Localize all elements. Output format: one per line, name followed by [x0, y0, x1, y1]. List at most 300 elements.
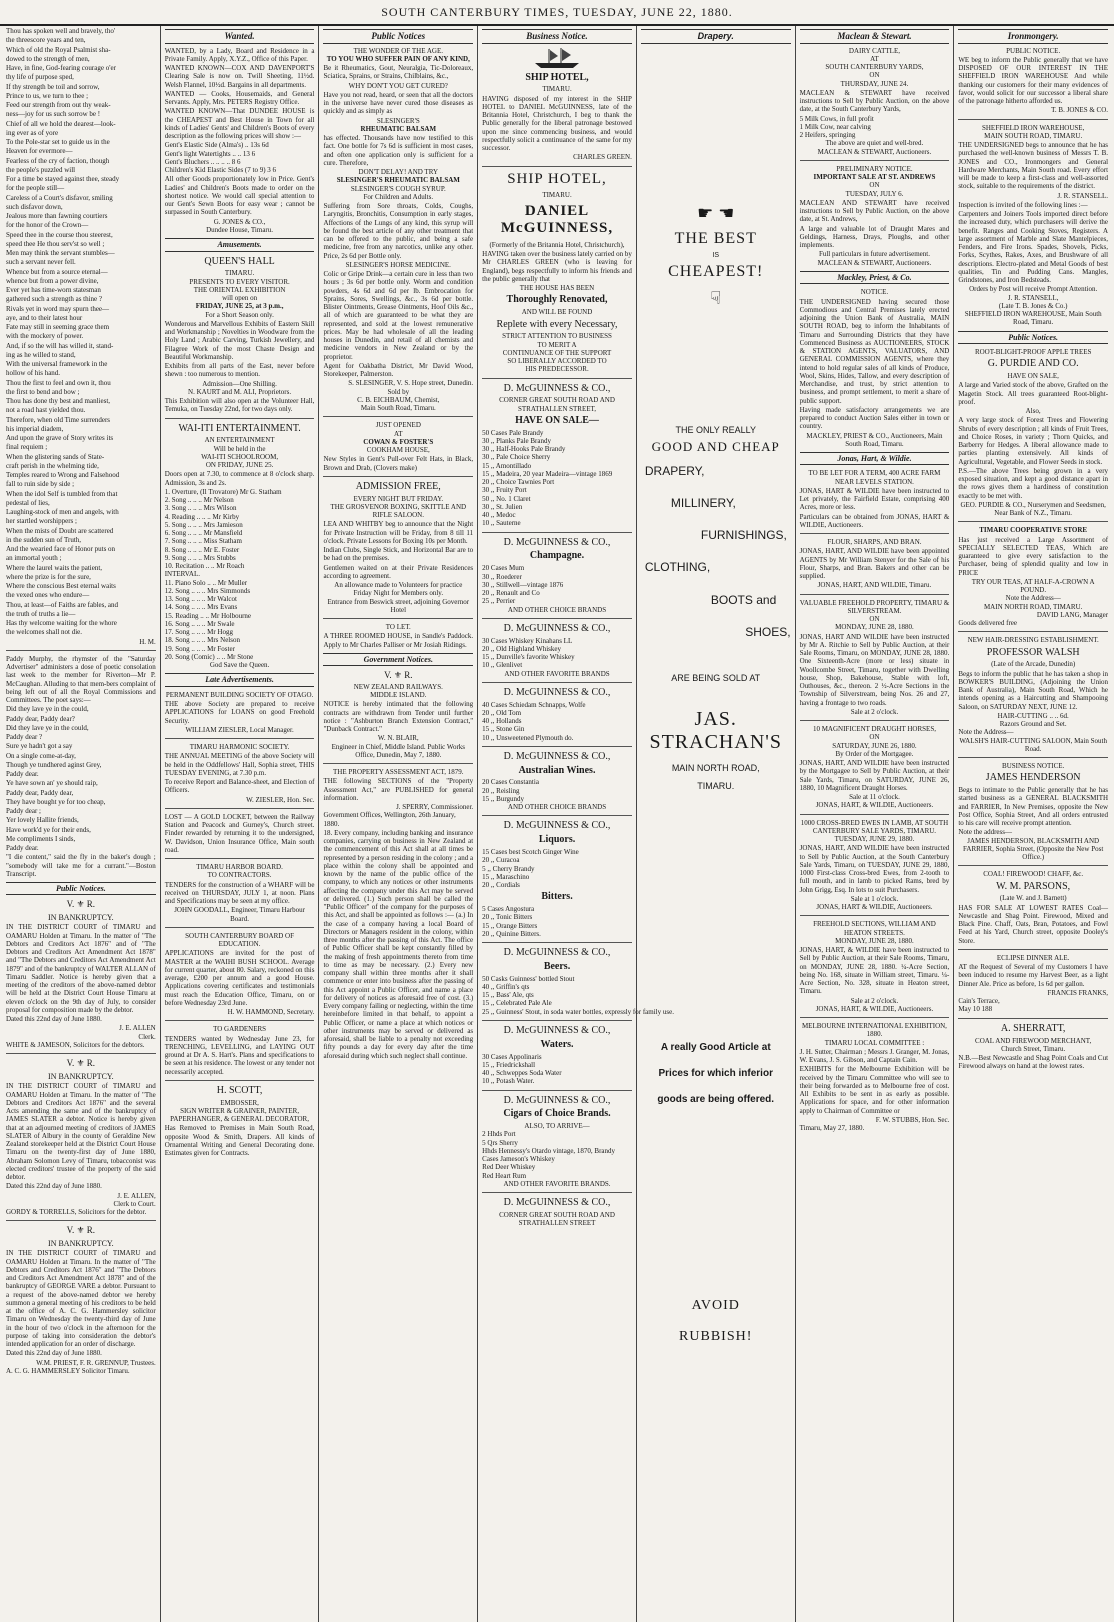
horses-body: JONAS, HART, AND WILDIE have been instructed by the Mortgagee to Sell by Public Auction, at their Sale Yards, Timaru, on SATURDAY, JUNE 26, 1880, 10 Magnificent Draught Horses.: [799, 759, 950, 792]
tolet-body: A THREE ROOMED HOUSE, in Sandle's Paddock. Apply to Mr Charles Palliser or Mr Josiah Ridings.: [323, 632, 474, 649]
divider: [800, 594, 950, 595]
paddy-verses: [6, 705, 156, 852]
poem-line: the threescore years and ten,: [6, 36, 86, 45]
pointing-hand-icon: ☟: [710, 287, 722, 308]
verse-line: Paddy dear.: [6, 770, 39, 778]
notice-date: Dated this 22nd day of June 1880.: [6, 1182, 102, 1191]
wanted-ad: WANTED — Cooks, Housemaids, and General Servants. Apply, Mrs. PETERS Registry Office.: [164, 89, 315, 107]
harbor-signature: JOHN GOODALL, Engineer, Timaru Harbour Board.: [174, 906, 305, 923]
divider: [323, 416, 473, 417]
program-item: 5. Song .. .. .. Mrs Jamieson: [164, 520, 243, 529]
parsons-sub: (Late W. and J. Barnett): [999, 894, 1067, 903]
price-item: Gent's light Watertights .. .. 13 6: [164, 149, 256, 158]
wonder-title: THE WONDER OF THE AGE.: [353, 46, 443, 55]
suffer-body: Be it Rheumatics, Gout, Neuralgia, Tic-Doloreaux, Sciatica, Sprains, or Strains, Chilblains, &c.,: [323, 64, 474, 81]
why-title: WHY DON'T YOU GET CURED?: [348, 81, 448, 90]
arrive-item: 5 Qrs Sherry: [482, 1138, 518, 1147]
education-body: APPLICATIONS are invited for the post of MASTER at the WAIHI BUSH SCHOOL. Average for current quarter, about 80. Salary, reckoned on this average, £200 per annum and a good House. Applications covering certificates and testimonials must reach the Education Office, Timaru, on or before Wednesday 23rd June.: [164, 949, 315, 1007]
is-text: IS: [712, 251, 720, 259]
farm-title: TO BE LET FOR A TERM, 400 ACRE FARM NEAR LEVELS STATION.: [808, 469, 941, 486]
oriental-date: FRIDAY, JUNE 25, at 3 p.m.,: [195, 302, 284, 311]
liquor-item: 5 ,, Cherry Brandy: [482, 864, 535, 873]
melbourne-date: Timaru, May 27, 1880.: [799, 1124, 865, 1133]
schnapps-item: 40 ,, Hollands: [482, 717, 522, 726]
whitby-body: LEA AND WHITBY beg to announce that the Night for Private Instruction will be Friday, from 8 till 11 o'clock. Private Lessons for Boxing 10s per Month.: [323, 520, 474, 545]
wanted-list: [165, 47, 315, 107]
dundee-prices: [165, 141, 315, 174]
harmonic-business: To receive Report and Balance-sheet, and Election of Officers.: [164, 778, 315, 795]
divider: [800, 915, 950, 916]
nzr-district: MIDDLE ISLAND.: [370, 691, 427, 700]
ewes-body: JONAS, HART, AND WILDIE have been instructed to Sell by Public Auction, at the South Canterbury Sale Yards, Timaru, on TUESDAY, JUNE 29, 1880, 1000 First-class Cross-bred Ewes, from 2-tooth to full mouth, and in lamb to picked Rams, bred by John Grigg, Esq. In lots to suit Purchasers.: [799, 844, 950, 894]
harmonic-body: THE ANNUAL MEETING of the above Society will be held in the Oddfellows' Hall, Sophia street, THIS TUESDAY EVENING, at 7.30 p.m.: [164, 752, 315, 777]
divider: [482, 746, 632, 747]
farm-body: JONAS, HART & WILDIE have been instructed to Let privately, the Fairfield Estate, comprising 400 Acres, more or less.: [799, 486, 950, 512]
poem-line: Where the conscious Best eternal waits: [6, 582, 116, 590]
freehold-date: MONDAY, JUNE 28, 1880.: [835, 623, 914, 632]
poem-line: thy life of purpose sped,: [6, 73, 74, 82]
sale-item: 15 ,, Amontillado: [482, 461, 532, 470]
ship-icon: [527, 47, 587, 69]
parsons-title: W. M. PARSONS,: [996, 880, 1071, 892]
water-item: 15 ,, Friedrickshall: [482, 1060, 536, 1069]
permanent-signature: WILLIAM ZIESLER, Local Manager.: [185, 725, 294, 734]
public-notice-body: WE beg to inform the Public generally that we have DISPOSED OF OUR INTEREST IN THE SHEFFIELD IRON WAREHOUSE And while thanking our customers for their many evidences of favor, would solicit for our successor a liberal share of the patronage hitherto afforded us.: [958, 55, 1109, 106]
other-brands: AND OTHER CHOICE BRANDS: [507, 605, 607, 614]
bankruptcy-notice: IN THE DISTRICT COURT of TIMARU and OAMARU Holden at Timaru. In the matter of "The Debtors and Creditors Act 1876" and the several Acts amending the same and of the bankruptcy of JAMES SLATER a debtor. Notice is hereby given that at an adjourned meeting of creditors of JAMES SLATER of Albury in the county of Geraldine New Zealand storekeeper held at the District Court House Timaru on the twenty-first day of June 1880, Abraham Solomon Levy of Timaru, tobacconist was elected creditors' trustee of the property of the said debtor.: [6, 1082, 156, 1182]
beers-title: Beers.: [543, 960, 571, 972]
good-cheap: GOOD AND CHEAP: [651, 438, 780, 454]
tea-title: TIMARU COOPERATIVE STORE: [979, 526, 1088, 535]
divider: [6, 1220, 156, 1221]
waiti-sub: AN ENTERTAINMENT: [204, 436, 275, 445]
champagne-item: 30 ,, Roederer: [482, 572, 522, 581]
poem-line: Fearless of the cry of faction, though: [6, 156, 110, 165]
horses-on: ON: [869, 733, 880, 742]
divider: [482, 532, 632, 533]
divider: [165, 1020, 315, 1021]
sheffield-body: THE UNDERSIGNED begs to announce that he has purchased the well-known business of Messrs T. B. JONES and CO., Ironmongers and General Hardware Merchants, Main South road. Every effort will be made to keep a first-class and well-assorted stock, suitable to the requirements of the district.: [958, 141, 1109, 191]
schnapps-item: 20 ,, Old Tom: [482, 708, 522, 717]
allowance-note: An allowance made to Volunteers for practice: [334, 581, 463, 590]
strict-2: TO MERIT A: [537, 340, 577, 349]
whiskey-item: 10 ,, Glenlivet: [482, 661, 523, 670]
sherratt-sub: COAL AND FIREWOOD MERCHANT,: [975, 1036, 1092, 1045]
divider: [165, 927, 315, 928]
divider: [958, 521, 1108, 522]
mcg-title: D. McGUINNESS & CO.,: [503, 536, 611, 548]
poem-line: the first to bend and bow ;: [6, 387, 80, 396]
poem-line: Therefore, when old Time surrenders: [6, 415, 111, 424]
poem-line: Thou has done thy best and manliest,: [6, 397, 111, 405]
column-6: [796, 26, 955, 1622]
freehold-title: VALUABLE FREEHOLD PROPERTY, TIMARU & SILVERSTREAM.: [799, 598, 950, 615]
cowan-title: COWAN & FOSTER'S: [363, 437, 434, 446]
cowan-house: COOKHAM HOUSE,: [366, 446, 430, 455]
eclipse-body: AT the Request of Several of my Customers I have been induced to resume my Harvest Beer, as a light Dinner Ale. Price as before, 1s 6d per gallon.: [958, 963, 1109, 988]
melbourne-signature: F. W. STUBBS, Hon. Sec.: [875, 1115, 950, 1124]
sale-item: 10 ,, Sauterne: [482, 519, 521, 528]
permanent-title: PERMANENT BUILDING SOCIETY OF OTAGO.: [165, 690, 314, 699]
the-best: THE BEST: [674, 229, 757, 247]
dundee-signature: G. JONES & CO.,: [213, 217, 266, 226]
sold-address: Main South Road, Timaru.: [360, 404, 436, 413]
important-items: A large and valuable lot of Draught Mares and Geldings, Harness, Drays, Ploughs, and other implements.: [799, 224, 950, 250]
poem-line: Whence but from a source eternal—: [6, 267, 108, 276]
column-heading: Wanted.: [165, 29, 315, 44]
poem-line: the truth of truths a lie—: [6, 609, 76, 618]
masthead: [0, 0, 1114, 26]
mcg-title: D. McGUINNESS & CO.,: [503, 1094, 611, 1106]
education-signature: H. W. HAMMOND, Secretary.: [227, 1008, 315, 1017]
mcg-title: D. McGUINNESS & CO.,: [503, 686, 611, 698]
sale-item: 30 ,, Half-Hooks Pale Brandy: [482, 445, 566, 454]
divider: [323, 476, 473, 477]
verse-line: On a single come-at-day,: [6, 751, 76, 760]
bitters-item: 15 ,, Orange Bitters: [482, 921, 538, 930]
sherratt-body: N.B.—Best Newcastle and Shag Point Coals and Cut Firewood always on hand at the lowest rates.: [958, 1054, 1109, 1071]
poem-line: final requiem ;: [6, 443, 48, 452]
divider: [6, 1053, 156, 1054]
nzr-signature: W. N. BLAIR,: [377, 734, 419, 743]
property-signature: J. SPERRY, Commissioner.: [396, 803, 474, 812]
divider: [165, 1080, 315, 1081]
champagne-list: [482, 564, 632, 605]
god-save: God Save the Queen.: [209, 661, 270, 670]
renovated-3: AND WILL BE FOUND: [521, 308, 593, 317]
tolet-title: TO LET.: [385, 623, 411, 632]
price-item: Gent's Bluchers .. .. .. .. 8 6: [164, 157, 241, 166]
mcg-title: D. McGUINNESS & CO.,: [503, 750, 611, 762]
poem-line: And the wearied face of Honor puts on: [6, 545, 116, 553]
harmonic-signature: W. ZIESLER, Hon. Sec.: [246, 795, 315, 804]
important-title: IMPORTANT SALE AT ST. ANDREWS: [813, 173, 936, 182]
balsam-brand: SLESINGER'S: [376, 116, 420, 125]
tea-free: Goods delivered free: [958, 619, 1018, 628]
why-body: Have you not read, heard, or seen that all the doctors in the universe have never cured those diseases as quickly and as simply as: [323, 90, 474, 116]
beer-item: 50 Casks Guinness' bottled Stout: [482, 974, 575, 983]
divider: [800, 533, 950, 534]
divider: [958, 865, 1108, 866]
poem-line: ing as he willed to stand,: [6, 350, 76, 359]
verse-line: Paddy dear.: [6, 844, 39, 852]
column-heading: Public Notices: [323, 29, 473, 44]
purdie-signature: GEO. PURDIE & CO., Nurserymen and Seedsmen, Near Bank of N.Z., Timaru.: [960, 500, 1106, 518]
stansell-sub: (Late T. B. Jones & Co.): [998, 301, 1068, 310]
price-item: Children's Kid Elastic Sides (7 to 9) 3 6: [164, 166, 277, 175]
liquors-list: [482, 848, 632, 889]
queens-hall-title: QUEEN'S HALL: [204, 255, 275, 267]
sale-item: 20 ,, Choice Tawnies Port: [482, 478, 555, 487]
liquors-title: Liquors.: [538, 834, 576, 846]
poem-line: ing ever as of yore: [6, 128, 59, 137]
poem: [6, 27, 156, 637]
gentlemen-note: Gentlemen waited on at their Private Residences according to agreement.: [323, 563, 474, 580]
beer-item: 25 ,, Guinness' Stout, in soda water bottles, expressly for family use.: [482, 1007, 674, 1016]
australian-list: [482, 778, 632, 803]
walsh-address: WALSH'S HAIR-CUTTING SALOON, Main South Road.: [959, 736, 1108, 753]
horses-date: SATURDAY, JUNE 26, 1880.: [832, 741, 917, 750]
poem-line: the welcomes shall not die.: [6, 628, 83, 637]
wanted-ad: WANTED, by a Lady, Board and Residence in a Private Family. Apply, X.Y.Z., Office of this Paper.: [164, 46, 315, 63]
schnapps-item: 10 ,, Unsweetened Plymouth do.: [482, 733, 574, 742]
arrive-item: Cases Jameson's Whiskey: [482, 1155, 555, 1164]
divider: [482, 815, 632, 816]
permanent-body: THE above Society are prepared to receive APPLICATIONS for LOANS on good Freehold Security.: [164, 700, 315, 725]
lost-notice: LOST — A GOLD LOCKET, between the Railway Station and Peacock and Gurney's, Church street. Finder rewarded by returning it to the undersigned, W. Davidson, Union Insurance Office, Main south road.: [164, 812, 315, 854]
blight-title: ROOT-BLIGHT-PROOF APPLE TREES: [974, 348, 1092, 357]
mackley-body: THE UNDERSIGNED having secured those Commodious and Central Premises lately erected adjoining the Union Bank of Australia, MAIN SOUTH ROAD, beg to inform the Inhabitants of Timaru and Surrounding Districts that they have Commenced Business as AUCTIONEERS, STOCK & STATION AGENTS, VALUATORS, AND GENERAL COMMISSION AGENTS, where they intend to hold regular sales of all kinds of Produce, Wool, Skins, Hides, Tallow, and every description of Merchandise, and trust, by strict attention to business, and prompt settlement, to merit a share of public support.: [799, 297, 950, 405]
notice-solicitor: WHITE & JAMESON, Solicitors for the debtors.: [6, 1040, 145, 1049]
liquor-item: 15 ,, Maraschino: [482, 872, 530, 881]
ewes-signature: JONAS, HART & WILDIE, Auctioneers.: [816, 903, 933, 912]
poem-line: craft perish in the whelming tide,: [6, 461, 99, 470]
poem-line: an immortal youth ;: [6, 554, 62, 563]
stansell-address: SHEFFIELD IRON WAREHOUSE, Main South Road, Timaru.: [964, 310, 1102, 327]
poem-line: his imperial diadem,: [6, 424, 64, 433]
notice-signature: J. E. ALLEN,: [117, 1191, 156, 1200]
scott-surname: SCOTT,: [228, 1084, 263, 1096]
sections-body: JONAS, HART, & WILDIE have been instructed to Sell by Public Auction, at their Sale Rooms, Timaru, on MONDAY, JUNE 28, 1880. ¼-Acre Section, being No. 168, situate in William street, Timaru. ¼-Acre Section, No. 328, situate in Heaton street, Timaru.: [799, 946, 950, 996]
poem-line: hollow of his hand.: [6, 369, 61, 378]
divider: [482, 942, 632, 943]
parsons-body: HAS FOR SALE AT LOWEST RATES Coal—Newcastle and Shag Point. Firewood, Mixed and Black Pine. Chaff, Oats, Bran, Potatoes, and Fowl Feed at his Yard, Church street, opposite Dooley's Store.: [958, 903, 1109, 945]
coal-title: COAL! FIREWOOD! CHAFF, &c.: [983, 870, 1084, 879]
bitters-item: 20 ,, Quinine Bitters.: [482, 929, 541, 938]
mcg-title: D. McGUINNESS & CO.,: [503, 1024, 611, 1036]
whiskey-item: 20 ,, Old Highland Whiskey: [482, 644, 561, 653]
dairy-title: DAIRY CATTLE,: [848, 46, 900, 55]
poem-line: ness—joy for us such sorrow be !: [6, 110, 101, 119]
sherratt-title: A. SHERRATT,: [1000, 1022, 1066, 1034]
column-3: [319, 26, 478, 1622]
timaru: TIMARU.: [697, 781, 735, 792]
champagne-item: 20 ,, Renault and Co: [482, 589, 540, 597]
section-government: Government Notices.: [323, 653, 473, 666]
walsh-cut: HAIR-CUTTING .. .. 6d.: [997, 711, 1069, 720]
divider: [482, 1020, 632, 1021]
program-item: 10. Recitation .. .. Mr Roach: [164, 562, 245, 571]
melbourne-body: EXHIBITS for the Melbourne Exhibition will be received by the Timaru Committee who will see to their being forwarded as to Melbourne free of cost. All Exhibits to be sent in as early as possible. Applications for space, and for other information apply to Chairman of Committee or: [799, 1065, 950, 1115]
poem-line: If thy strength be toil and sorrow,: [6, 82, 100, 91]
poem-line: Speed thee in the course thou steerest,: [6, 230, 113, 239]
education-title: SOUTH CANTERBURY BOARD OF EDUCATION.: [185, 931, 294, 949]
mcg-title: D. McGUINNESS & CO.,: [503, 622, 611, 634]
strict-4: SO LIBERALLY ACCORDED TO: [507, 357, 607, 366]
columns: [0, 26, 1114, 1622]
sheffield-signature: J. R. STANSELL.: [1057, 191, 1109, 200]
notice-role: Clerk.: [138, 1032, 156, 1041]
tea-signature: DAVID LANG, Manager: [1036, 610, 1109, 619]
arrive-item: 2 Hhds Port: [482, 1130, 516, 1139]
divider: [800, 720, 950, 721]
dairy-item: 1 Milk Cow, near calving: [799, 122, 871, 131]
bankruptcy-notice: IN THE DISTRICT COURT of TIMARU and OAMARU Holden at Timaru. In the matter of "The Debtors and Creditors Act 1876" and of "The Debtors and Creditors Act Amendment Act 1878" and "The Debtors and Creditors Act Amendment Act 1879" and of the bankruptcy of WALTER ALLAN of Timaru Saddler. Notice is hereby given that a meeting of the creditors of the above-named debtor will be held at the District Court House Timaru at eleven o'clock on the 9th day of July, to consider proposal for composition made by the debtor.: [6, 923, 156, 1014]
property-text: 18. Every company, including banking and insurance companies, carrying on business in New Zealand at the commencement of this Act shall at all times be represented by a person residing in the colony ; and a place within the colony shall be appointed and known by the name of the public office of the company, to which any notices or other instruments affecting the company under this Act may be served or delivered. (1.) Such person shall be called the "Public Officer" of the company for the purposes of this Act, and shall be appointed as follows :— (a.) In the case of a company having a local Board of Directors or Managers resident in the colony, within three months after the passing of this Act. The office of Public Officer shall be kept constantly filled by the making of fresh appointments thereto from time to time as may be necessary. (2.) Every new company shall within three months after it shall commence or enter into business after the passing of this Act appoint a Public Officer, and name a place for delivery of notices as aforesaid free of cost. (3.) Every company failing or neglecting, within the time hereinbefore limited in that behalf, to appoint a Public Officer, or name a place at which notices or other instruments may be served or delivered as aforesaid, shall be liable to a penalty not exceeding fifty pounds a day for every day after the time aforesaid during which such neglect shall continue.: [323, 828, 474, 1060]
spacer: [641, 1105, 791, 1295]
horse-agent: Agent for Oakbatha District, Mr David Wood, Storekeeper, Palmerston.: [323, 361, 474, 379]
farm-note: Particulars can be obtained from JONAS, HART & WILDIE, Auctioneers.: [799, 512, 950, 529]
balsam-name: RHEUMATIC BALSAM: [360, 124, 437, 133]
liquor-item: 20 ,, Cordials: [482, 881, 520, 890]
poem-line: And upon the grave of Story writes its: [6, 434, 114, 442]
program-item: 7. Song .. .. .. Miss Statham: [164, 537, 242, 546]
program-item: 4. Reading .. .. .. Mr Kirby: [164, 512, 240, 521]
verse-line: Sure ye hadn't got a say: [6, 742, 73, 751]
verse-line: Me compliments I sinds,: [6, 834, 76, 843]
oriental-description: Wonderous and Marvellous Exhibits of Eastern Skill and Workmanship ; Novelties in Woodware from the Holy Land ; Arabic Carving, Turkish Jewellery, and Filagree Work of the most Chaste Design and Beautiful Workmanship.: [164, 319, 315, 361]
dairy-note: The above are quiet and well-bred.: [825, 139, 924, 148]
poem-line: Rivals yet in word may spurn thee—: [6, 304, 110, 313]
clothing-word: CLOTHING,: [644, 560, 711, 575]
column-heading: Ironmongery.: [958, 29, 1108, 44]
poem-line: dowed to the strength of men,: [6, 54, 90, 63]
divider: [800, 814, 950, 815]
baker-quote: "I die content," said the fly in the baker's dough ; "somebody will take me for a currant."—Boston Transcript.: [6, 853, 156, 878]
sale-item: 40 ,, Medoc: [482, 511, 516, 520]
poem-line: such disfavor down,: [6, 202, 63, 211]
freehold-sale: Sale at 2 o'clock.: [850, 707, 899, 716]
poem-line: For a time be stayed against thee, steady: [6, 175, 120, 183]
column-1: [2, 26, 161, 1622]
ship-hotel-title-2: SHIP HOTEL,: [507, 170, 607, 187]
poem-line: her startled worshippers ;: [6, 517, 77, 526]
sherratt-address: Church Street, Timaru.: [1001, 1044, 1066, 1053]
water-item: 40 ,, Schweppes Soda Water: [482, 1069, 562, 1078]
ship-hotel-place-2: TIMARU.: [542, 191, 572, 200]
dairy-yards: SOUTH CANTERBURY YARDS,: [825, 63, 924, 72]
hair-title: NEW HAIR-DRESSING ESTABLISHMENT.: [967, 636, 1099, 645]
goods-offered: goods are being offered.: [657, 1093, 775, 1105]
bitters-item: 5 Cases Angostura: [482, 905, 535, 914]
poem-line: Men may think the servant stumbles—: [6, 249, 115, 257]
mcg-address: CORNER GREAT SOUTH ROAD AND STRATHALLEN STREET,: [499, 396, 615, 413]
program-item: 8. Song .. .. .. Mr E. Foster: [164, 545, 240, 554]
pointing-hand-icon: ☛ ☚: [697, 202, 735, 223]
purdie-body2: A very large stock of Forest Trees and Flowering Shrubs of every description ; all kinds of Fruit Trees, and Choice Roses, in variety ; Thorn Quicks, and Barberry for Hedges. A liberal allowance made to parties planting extensively. All kinds of Agricultural, Vegetable, and Flower Seeds in stock.: [958, 416, 1109, 466]
divider: [165, 858, 315, 859]
gardeners-title: TO GARDENERS: [213, 1025, 267, 1034]
masthead-title: SOUTH CANTERBURY TIMES, TUESDAY, JUNE 22, 1880.: [381, 4, 733, 19]
liquor-item: 20 ,, Curacoa: [482, 856, 520, 865]
horse-title: SLESINGER'S HORSE MEDICINE.: [345, 260, 451, 269]
lines: Carpenters and Joiners Tools imported direct before the increased duty, which purchasers will derive the benefit. Ranges and Cooking Stoves, Registers. A large assortment of Marble and Slate Mantelpieces, Fenders, and Fire Irons. Spades, Shovels, Picks, Forks, Scythes, Rakes, Axes, and Brushware of all descriptions. Electro-plated and Metal Goods of best qualities, Tin and Pudding Cans. Mangles, Grindstones, and Iron Bedsteads.: [958, 210, 1109, 285]
melbourne-names: J. H. Sutter, Chairman ; Messrs J. Granger, M. Jonas, W. Evans, J. S. Gibson, and Captain Cain.: [799, 1047, 950, 1065]
poem-line: To the Pole-star set to guide us in the: [6, 138, 110, 146]
poem-line: the people's puzzled will: [6, 165, 76, 174]
mcg-title: D. McGUINNESS & CO.,: [503, 382, 611, 394]
waiti-date: ON FRIDAY, JUNE 25.: [205, 461, 274, 470]
tea-try: TRY OUR TEAS, AT HALF-A-CROWN A POUND.: [971, 577, 1095, 595]
poem-line: Have, in fine, God-fearing courage o'er: [6, 64, 116, 72]
divider: [323, 618, 473, 619]
divider: [165, 808, 315, 809]
ship-hotel-signature: CHARLES GREEN.: [573, 153, 632, 162]
tea-note: Note the Address—: [1005, 594, 1061, 603]
spacer: [641, 792, 791, 1042]
section-public-notices: Public Notices.: [6, 882, 156, 895]
only-really: THE ONLY REALLY: [675, 425, 756, 436]
purdie-body: A large and Varied stock of the above, Grafted on the Magetin Stock. All trees guaranteed Root-blight-proof.: [958, 381, 1109, 406]
poem-line: Jealous more than fawning courtiers: [6, 212, 108, 220]
henderson-address: JAMES HENDERSON, BLACKSMITH AND FARRIER, Sophia Street, (Opposite the New Post Office.): [963, 836, 1104, 862]
poem-line: And, if so the will has willed it, stand-: [6, 341, 114, 350]
property-office: Government Offices, Wellington, 26th January, 1880.: [323, 811, 456, 828]
dairy-on: ON: [869, 71, 880, 80]
divider: [482, 166, 632, 167]
grosvenor-title: THE GROSVENOR BOXING, SKITTLE AND RIFLE SALOON.: [330, 502, 467, 520]
divider: [165, 418, 315, 419]
eclipse-signature: FRANCIS FRANKS,: [1047, 988, 1109, 997]
poem-line: for the honor of the Crown—: [6, 221, 89, 230]
friday-note: Friday Night for Members only.: [353, 589, 444, 598]
drapery-word: DRAPERY,: [644, 464, 705, 479]
horse-body: Colic or Gripe Drink—a certain cure in less than two hours ; 3s 6d per bottle only. Worm and condition powders, 4s 6d and 6d per lb. Embrocation for Sprains, Sores, Swellings, &c., 3s 6d per bottle. Blister Ointments, Grease Ointments, Hoof Oils &c., all of which are guaranteed to be what they are represented, and sold at the lowest remunerative prices. May be had wholesale of all the leading houses in Dunedin, and retail of all chemists and medicine vendors in New Zealand or by the proprietor.: [323, 270, 474, 361]
harbor-title: TIMARU HARBOR BOARD.: [196, 863, 283, 872]
ewes-title: 1000 CROSS-BRED EWES IN LAMB, AT SOUTH CANTERBURY SALE YARDS, TIMARU.: [800, 818, 949, 835]
divider: [958, 119, 1108, 120]
dundee-more: All other Goods proportionately low in Price. Gent's Ladies' and Children's Boots made to order on the shortest notice. We would call special attention to our Gent's Sewn Boots for easy wear ; cannot be surpassed in South Canterbury.: [164, 175, 315, 217]
flour-signature: JONAS, HART, AND WILDIE, Timaru.: [817, 581, 932, 590]
proprietors: N. KAURT and M. ALI, Proprietors.: [188, 387, 292, 396]
whiskey-head: 30 Cases Whiskey Kinahans LL: [482, 636, 573, 645]
poem-line: When the glistering sands of State-: [6, 452, 105, 461]
daniel-title: DANIEL McGUINNESS,: [500, 202, 614, 237]
poem-line: with the mockery of power.: [6, 332, 84, 341]
eclipse-title: ECLIPSE DINNER ALE.: [996, 953, 1070, 962]
eclipse-date: May 10 188: [958, 1005, 993, 1014]
melbourne-committee: TIMARU LOCAL COMMITTEE :: [824, 1038, 925, 1047]
divider: [958, 1018, 1108, 1019]
cowan-body: New Styles in Gent's Pull-over Felt Hats, in Black, Brown and Drab, (Clovers make): [323, 455, 474, 472]
champagne-item: 25 ,, Perrier: [482, 597, 516, 606]
horses-title: 10 MAGNIFICENT DRAUGHT HORSES,: [812, 725, 936, 734]
poem-line: pedestal of lies,: [6, 498, 50, 507]
orders-note: Orders by Post will receive Prompt Attention.: [969, 285, 1098, 294]
poem-line: where the prize is for the sure,: [6, 572, 91, 581]
other-favorite-2: AND OTHER FAVORITE BRANDS.: [503, 1179, 611, 1188]
ship-hotel-place: TIMARU.: [542, 85, 572, 94]
champagne-item: 20 Cases Mum: [482, 564, 525, 573]
poem-line: Thou has spoken well and bravely, tho': [6, 27, 116, 35]
indian-clubs: Indian Clubs, Single Stick, and Horizontal Bar are to be had on the premises.: [323, 546, 474, 563]
dairy-item: 2 Heifers, springing: [799, 131, 856, 140]
liquor-item: 15 Cases best Scotch Ginger Wine: [482, 848, 579, 857]
dairy-body: MACLEAN & STEWART have received instructions to Sell by Public Auction, on the above date, at the South Canterbury Yards,: [799, 88, 950, 114]
replete: Replete with every Necessary,: [496, 318, 618, 330]
cough-title: SLESINGER'S COUGH SYRUP.: [350, 184, 446, 193]
arrive-item: Red Heart Rum: [482, 1171, 527, 1180]
divider: [800, 160, 950, 161]
other-choice: AND OTHER CHOICE BRANDS: [507, 803, 607, 812]
champagne-item: 30 ,, Stillwell—vintage 1876: [482, 580, 564, 589]
section-late-ads: Late Advertisements.: [165, 673, 315, 686]
really-good: A really Good Article at: [660, 1041, 771, 1053]
ship-hotel-title: SHIP HOTEL,: [525, 71, 589, 83]
prelim-title: PRELIMINARY NOTICE.: [836, 164, 913, 173]
sale-item: 30 ,, Fruity Port: [482, 486, 527, 495]
harbor-sub: TO CONTRACTORS.: [207, 871, 272, 880]
waiti-held: Will be held in the: [213, 444, 266, 453]
program-item: 18. Song .. .. .. Mrs Nelson: [164, 636, 240, 645]
sheffield-address: MAIN SOUTH ROAD, TIMARU.: [984, 131, 1083, 140]
program-item: 15. Reading .. .. Mr Holbourne: [164, 611, 252, 620]
poem-line: gathered such a strength as thine ?: [6, 295, 103, 304]
arrived-title: JUST OPENED: [375, 421, 421, 430]
sections-signature: JONAS, HART, & WILDIE, Auctioneers.: [815, 1004, 934, 1013]
poem-line: Thou, at least—of Faiths are fables, and: [6, 600, 118, 609]
section-mackley: Mackley, Priest, & Co.: [800, 271, 950, 284]
